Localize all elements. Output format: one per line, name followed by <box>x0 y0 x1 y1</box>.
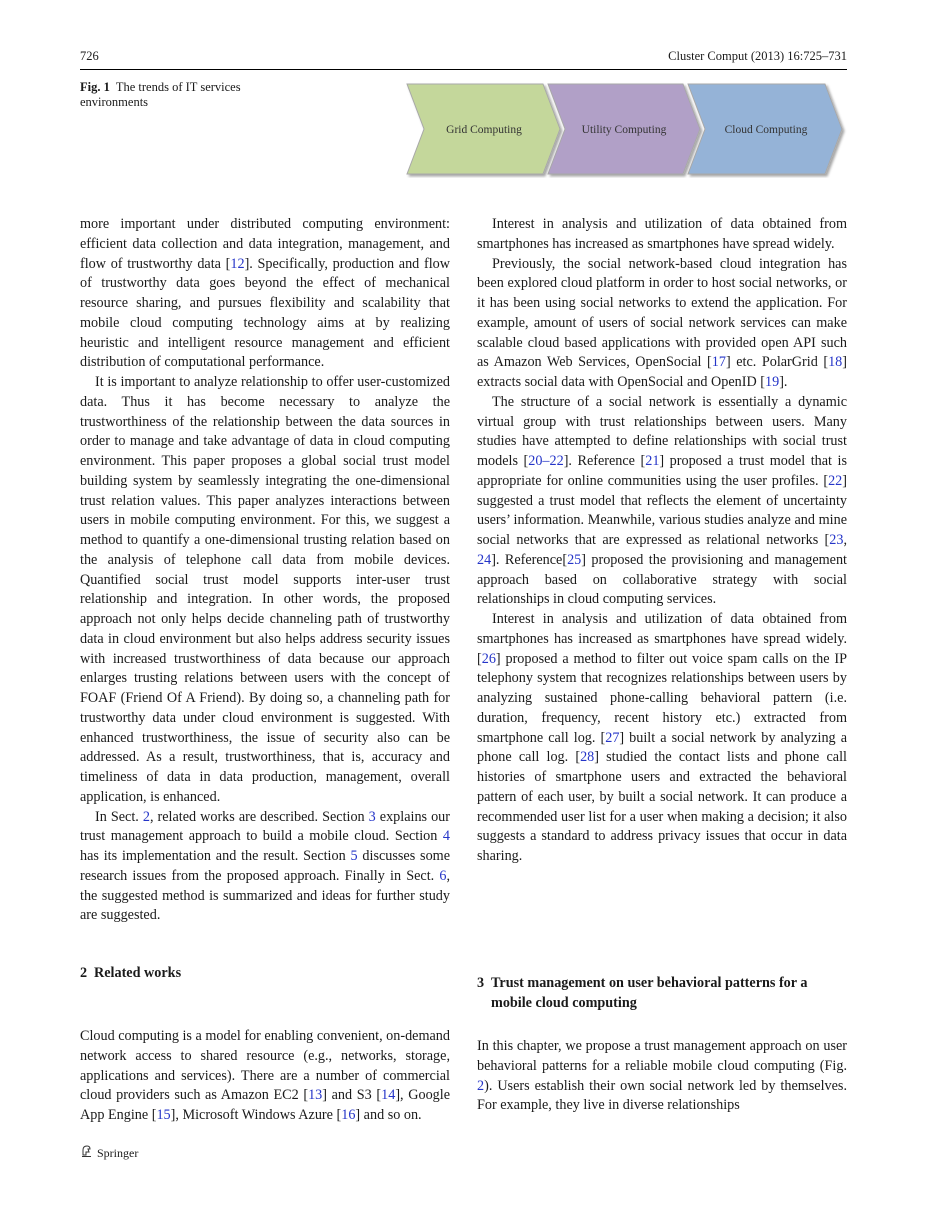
paragraph: Interest in analysis and utilization of data obtained from smartphones has increased as smartphones have spread widely. <box>477 216 847 252</box>
section-number: 2 <box>80 965 88 981</box>
section-3-heading <box>477 973 847 1013</box>
text: explains our trust management approach to build a mobile cloud. Section <box>80 808 450 845</box>
text: more important under distributed computing environment: efficient data collection and data integration, management, and flow of trustworthy data [ <box>80 216 450 272</box>
text: ]. Reference [ <box>563 453 646 469</box>
citation-link[interactable]: 12 <box>230 255 245 272</box>
section-title: Trust management on user behavioral patterns for a mobile cloud computing <box>491 975 808 1011</box>
text: ] and S3 [ <box>322 1087 382 1104</box>
citation-link[interactable]: 19 <box>765 374 780 390</box>
paragraph <box>80 215 450 373</box>
text: ] etc. PolarGrid [ <box>725 354 829 371</box>
text: ] studied the contact lists and phone call histories of smartphone users and extracted the behavioral pattern of each user, by built a social network. It can produce a recommended user list for a user when making a decision; it also suggests a standard to address privacy issues that occur in data sharing. <box>477 749 847 864</box>
text: discusses some research issues from the proposed approach. Finally in Sect. <box>80 848 450 884</box>
section-link[interactable]: 5 <box>350 848 358 864</box>
chevron-utility-computing <box>548 84 700 174</box>
right-column <box>477 215 847 867</box>
text: Interest in analysis and utilization of data obtained from smartphones has increased as smartphones have spread widely. [ <box>477 611 847 667</box>
chevron-cloud-computing <box>688 84 842 174</box>
text: ). Users establish their own social network led by themselves. For example, they live in diverse relationships <box>477 1077 847 1114</box>
text: In this chapter, we propose a trust management approach on user behavioral patterns for a reliable mobile cloud computing (Fig. <box>477 1038 847 1074</box>
stage-label: Grid Computing <box>446 124 522 136</box>
citation-link[interactable]: 17 <box>711 354 726 371</box>
section-2-body <box>80 1027 450 1126</box>
text: has its implementation and the result. Section <box>80 848 351 864</box>
text: ], Google App Engine [ <box>80 1087 450 1123</box>
text: In Sect. <box>95 808 143 825</box>
section-2-heading <box>80 963 181 983</box>
paragraph <box>80 808 450 927</box>
text: ] proposed the provisioning and management approach based on collaborative strategy with social relationships in cloud computing services. <box>477 551 847 608</box>
citation-link[interactable]: 27 <box>605 729 620 746</box>
citation-link[interactable]: 13 <box>308 1087 323 1104</box>
text: Cloud computing is a model for enabling convenient, on-demand network access to shared resource (e.g., networks, storage, applications and services). There are a number of commercial cloud providers such as Amazon EC2 [ <box>80 1028 450 1104</box>
text: ] suggested a trust model that reflects the element of uncertainty users’ information. Meanwhile, various studies analyze and mine social networks that are expressed as relational networks [ <box>477 472 847 548</box>
figure-label: Fig. 1 <box>80 80 110 94</box>
text: ] and so on. <box>355 1107 422 1123</box>
paragraph <box>477 393 847 610</box>
section-link[interactable]: 6 <box>439 867 447 884</box>
citation-link[interactable]: 24 <box>477 551 492 568</box>
section-3-body <box>477 1037 847 1116</box>
citation-link[interactable]: 20–22 <box>528 453 564 469</box>
citation-link[interactable]: 23 <box>829 532 844 548</box>
citation-link[interactable]: 22 <box>828 472 843 489</box>
text: , the suggested method is summarized and ideas for further study are suggested. <box>80 867 450 924</box>
page-footer <box>80 1144 138 1162</box>
citation-link[interactable]: 15 <box>156 1107 171 1123</box>
paragraph <box>477 255 847 393</box>
section-link[interactable]: 4 <box>442 828 450 845</box>
figure-1-diagram <box>405 82 850 178</box>
text: Previously, the social network-based cloud integration has been explored cloud platform in order to host social networks, or it has been using social networks to extend the application. For example, amount of users of social network services can make scalable cloud based applications with provided open API such as Amazon Web Services, OpenSocial [ <box>477 255 847 371</box>
text: ]. <box>779 374 788 390</box>
text: ] proposed a method to filter out voice spam calls on the IP telephony system that recognizes relationships between users by analyzing sustained phone-calling behavioral pattern (i.e. duration, frequency, recent history etc.) extracted from smartphone call log. [ <box>477 650 847 746</box>
text: ], Microsoft Windows Azure [ <box>170 1107 342 1123</box>
text: , <box>843 532 847 548</box>
springer-horse-icon <box>80 1144 94 1162</box>
text: ] proposed a trust model that is appropriate for online communities using the user profiles. [ <box>477 453 847 489</box>
citation-link[interactable]: 18 <box>828 354 843 371</box>
citation-link[interactable]: 26 <box>481 650 496 667</box>
stage-label: Utility Computing <box>581 124 667 136</box>
citation-link[interactable]: 25 <box>567 551 582 568</box>
citation-link[interactable]: 16 <box>341 1107 356 1123</box>
left-column <box>80 215 450 926</box>
text: , related works are described. Section <box>149 808 369 825</box>
text: ] built a social network by analyzing a phone call log. [ <box>477 729 847 766</box>
figure-caption <box>80 80 280 110</box>
page-number: 726 <box>80 49 99 63</box>
citation-link[interactable]: 21 <box>645 453 660 469</box>
text: ] extracts social data with OpenSocial and OpenID [ <box>477 354 847 390</box>
citation-link[interactable]: 28 <box>580 749 595 766</box>
stage-label: Cloud Computing <box>724 124 808 136</box>
running-head <box>80 49 847 70</box>
paragraph <box>477 1037 847 1116</box>
figure-link[interactable]: 2 <box>477 1077 485 1094</box>
text: The structure of a social network is essentially a dynamic virtual group with trust relationships between users. Many studies have attempted to define relationships with social trust models [ <box>477 393 847 469</box>
section-title: Related works <box>94 965 182 981</box>
paragraph <box>80 1027 450 1126</box>
section-link[interactable]: 2 <box>142 808 150 825</box>
section-link[interactable]: 3 <box>368 808 376 825</box>
paragraph: It is important to analyze relationship to offer user-customized data. Thus it has become necessary to analyze the trustworthiness of the relationship between the data sources in order to manage and take advantage of data in cloud computing environment. This paper proposes a global social trust model building system by seamlessly integrating the one-dimensional trust relation values. This paper analyzes interactions between users in mobile computing environment. For this, we suggest a method to quantify a one-dimensional trusting relation based on the analysis of telephone call data from mobile devices. Quantified social trust model supports inter-user trust relationship and integration. In other words, the proposed approach not only helps decide channeling path of trustworthy data in cloud environment but also helps address security issues with increased trustworthiness of data because our approach enlarges trusting relations between users with the concept of FOAF (Friend Of A Friend). By doing so, a channeling path for trustworthy data under cloud environment is suggested. With enhanced trustworthiness, the issue of security also can be addressed. As a result, trustworthiness, that is, accuracy and timeliness of data in data production, management, overall application, is enhanced. <box>80 374 450 805</box>
figure-caption-text: The trends of IT services environments <box>80 80 241 109</box>
chevron-grid-computing <box>407 84 560 174</box>
citation-link[interactable]: 14 <box>381 1087 396 1104</box>
paragraph <box>477 610 847 867</box>
section-number: 3 <box>477 975 485 991</box>
journal-citation: Cluster Comput (2013) 16:725–731 <box>668 49 847 63</box>
publisher-name: Springer <box>97 1145 139 1160</box>
text: ]. Reference[ <box>491 551 568 568</box>
text: ]. Specifically, production and flow of trustworthy data goes beyond the effect of mechanical resource sharing, and pursues flexibility and scalability that mobile cloud computing technology aims at by realizing heuristic and intelligent resource management and efficient distribution of computational performance. <box>80 255 450 371</box>
